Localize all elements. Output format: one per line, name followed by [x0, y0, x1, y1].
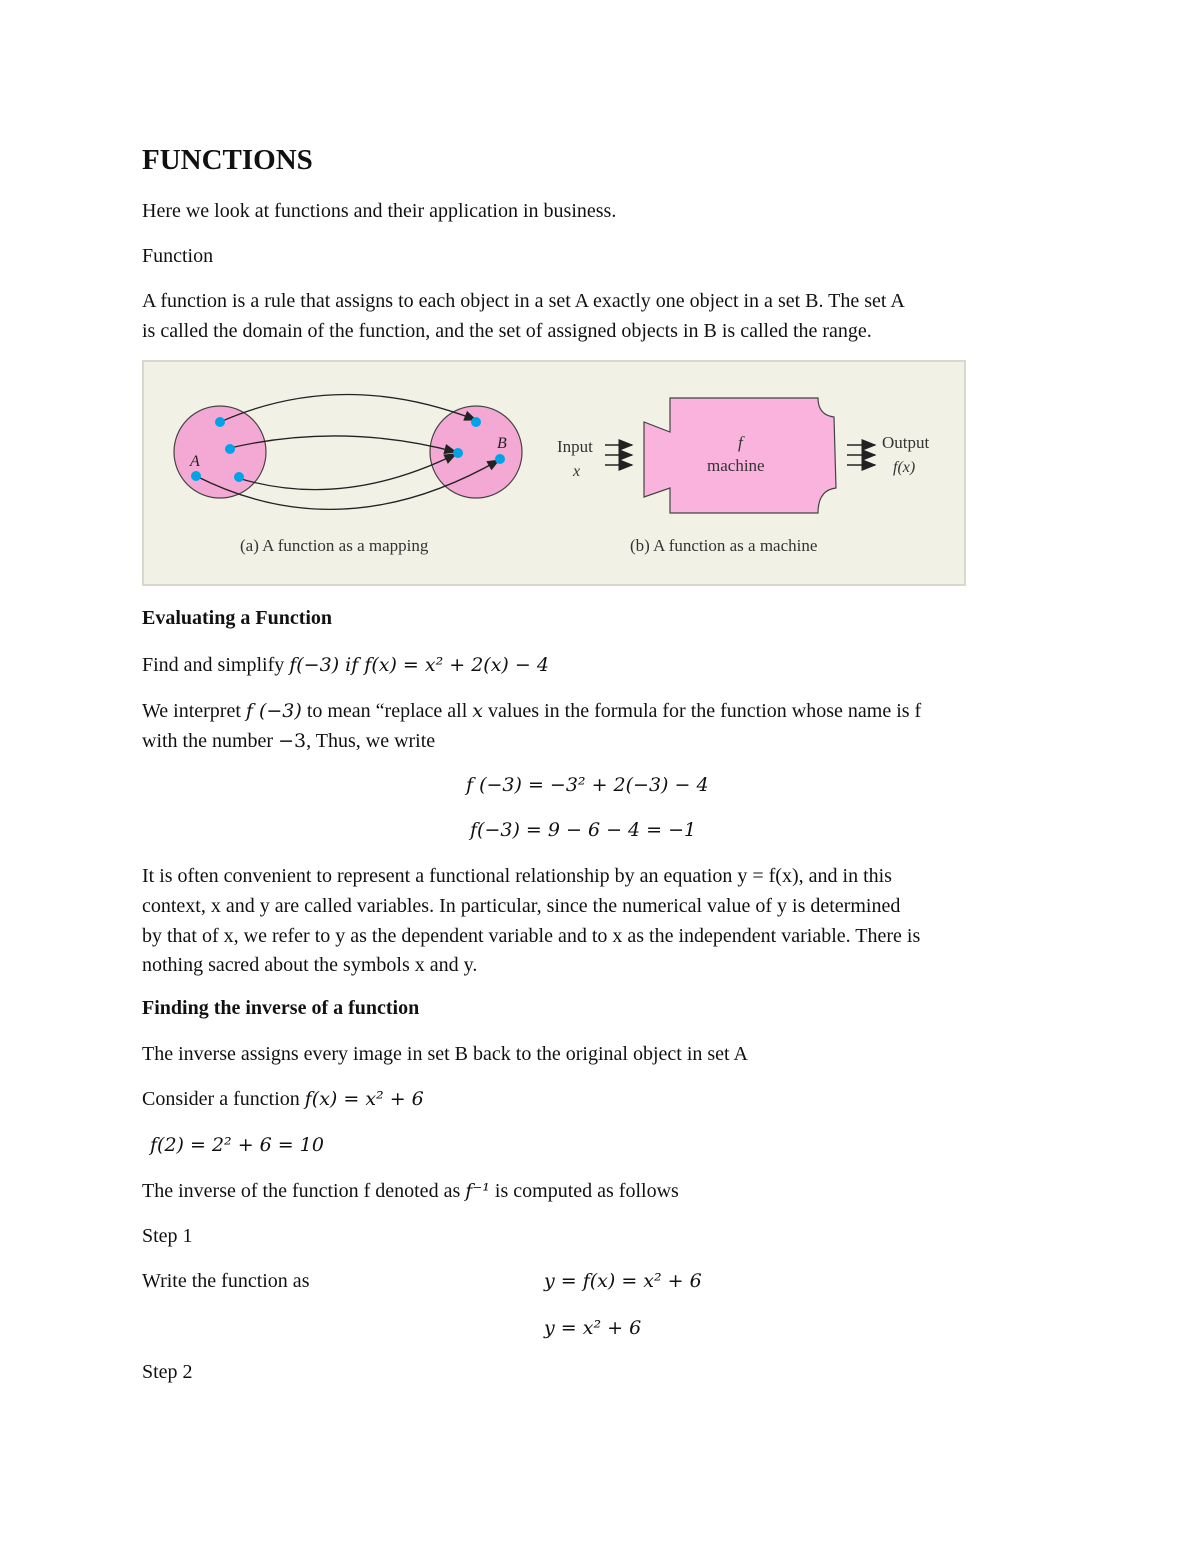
domain-point [191, 471, 201, 481]
inverse-text-2: is computed as follows [489, 1180, 679, 1202]
set-b-label: B [497, 435, 507, 452]
function-heading: Function [142, 245, 214, 267]
interpret-line [142, 699, 921, 723]
domain-point [225, 444, 235, 454]
definition-line-2: is called the domain of the function, and the set of assigned objects in B is called the range. [142, 320, 872, 342]
equation-1: f (−3) = −3² + 2(−3) − 4 [466, 774, 709, 796]
write-equation-1: y = f(x) = x² + 6 [544, 1270, 702, 1292]
inverse-heading: Finding the inverse of a function [142, 997, 420, 1019]
range-point [495, 454, 505, 464]
consider-math: f(x) = x² + 6 [304, 1088, 424, 1110]
find-math: f(−3) if f(x) = x² + 2(x) − 4 [289, 654, 549, 676]
find-simplify-line [142, 653, 549, 677]
set-a-label: A [190, 453, 200, 470]
interpret-text-1: We interpret [142, 700, 246, 722]
inverse-notation-line [142, 1179, 679, 1203]
input-label: Input [557, 437, 593, 456]
output-variable: f(x) [893, 459, 916, 476]
interpret-math-1: f (−3) [245, 700, 302, 722]
equation-2: f(−3) = 9 − 6 − 4 = −1 [470, 819, 697, 841]
write-function-text: Write the function as [142, 1270, 310, 1292]
interpret-text-2: to mean “replace all [301, 700, 473, 722]
inverse-text-1: The inverse of the function f denoted as [142, 1180, 466, 1202]
with-text-2: , Thus, we write [306, 730, 436, 752]
range-point [471, 417, 481, 427]
definition-line-1: A function is a rule that assigns to each object in a set A exactly one object in a set B. The set A [142, 290, 905, 312]
with-number-line [142, 729, 435, 753]
consider-line [142, 1087, 424, 1111]
domain-point [215, 417, 225, 427]
function-diagram [142, 360, 966, 586]
find-text: Find and simplify [142, 654, 290, 676]
caption-machine: (b) A function as a machine [630, 536, 818, 555]
interpret-text-3: values in the formula for the function whose name is f [483, 700, 922, 722]
page-title: FUNCTIONS [142, 144, 313, 176]
interpret-math-2: x [472, 700, 483, 722]
caption-mapping: (a) A function as a mapping [240, 536, 429, 555]
range-point [453, 448, 463, 458]
paragraph-line-1: It is often convenient to represent a functional relationship by an equation y = f(x), and in this [142, 865, 892, 887]
evaluating-heading: Evaluating a Function [142, 607, 333, 629]
function-figure [142, 360, 966, 586]
paragraph-line-2: context, x and y are called variables. In particular, since the numerical value of y is determined [142, 895, 901, 917]
output-label: Output [882, 433, 930, 452]
intro-text: Here we look at functions and their application in business. [142, 200, 617, 222]
paragraph-line-4: nothing sacred about the symbols x and y. [142, 954, 478, 976]
inverse-math: f⁻¹ [465, 1180, 490, 1202]
write-equation-2: y = x² + 6 [544, 1317, 642, 1339]
consider-text: Consider a function [142, 1088, 305, 1110]
paragraph-line-3: by that of x, we refer to y as the dependent variable and to x as the independent variable. There is [142, 925, 921, 947]
step-1-label: Step 1 [142, 1225, 193, 1247]
machine-f-label: f [738, 433, 743, 452]
input-variable: x [573, 463, 581, 480]
with-math: −3 [278, 730, 307, 752]
with-text-1: with the number [142, 730, 279, 752]
inverse-assign-text: The inverse assigns every image in set B back to the original object in set A [142, 1043, 748, 1065]
domain-point [234, 472, 244, 482]
step-2-label: Step 2 [142, 1361, 193, 1383]
example-equation: f(2) = 2² + 6 = 10 [150, 1134, 324, 1156]
machine-label: machine [707, 456, 765, 475]
